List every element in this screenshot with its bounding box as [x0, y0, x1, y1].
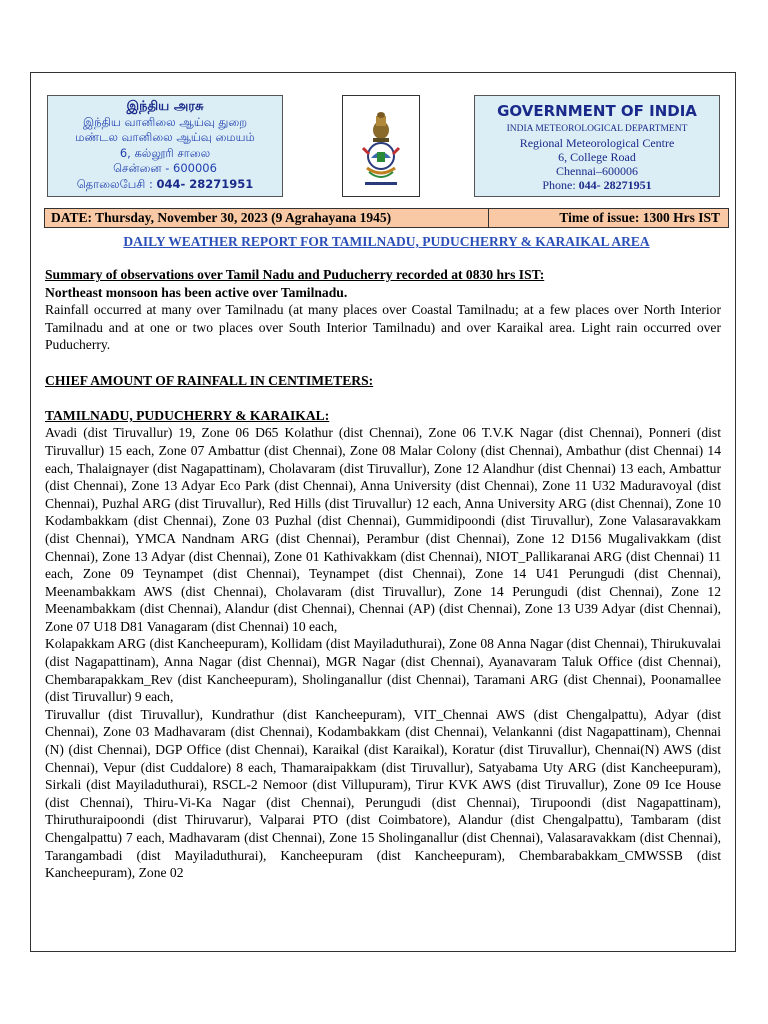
report-date: DATE: Thursday, November 30, 2023 (9 Agrahayana 1945) [51, 210, 392, 225]
address: 6, College Road [558, 150, 636, 164]
issue-time: Time of issue: 1300 Hrs IST [559, 210, 720, 225]
date-bar [44, 208, 729, 228]
chief-rainfall-heading: CHIEF AMOUNT OF RAINFALL IN CENTIMETERS: [45, 372, 374, 388]
date-bar-divider [488, 209, 489, 227]
tamil-city: சென்னை - 600006 [113, 161, 217, 175]
phone-number: 044- 28271951 [578, 178, 652, 192]
monsoon-status: Northeast monsoon has been active over Tamilnadu. [45, 284, 348, 300]
english-header-box [474, 95, 720, 197]
rainfall-summary: Rainfall occurred at many over Tamilnadu (at many places over Coastal Tamilnadu; at a few places over North Interior Tamilnadu and at one or two places over South Interior Tamilnadu) and over Karaikal area. Light rain occurred over Puducherry. [45, 302, 721, 353]
dept-name: INDIA METEOROLOGICAL DEPARTMENT [506, 124, 688, 134]
tamil-phone-label: தொலைபேசி : [76, 176, 153, 191]
tamil-header-box [47, 95, 283, 197]
rainfall-paragraph: Avadi (dist Tiruvallur) 19, Zone 06 D65 Kolathur (dist Chennai), Zone 06 T.V.K Nagar (dist Chennai), Ponneri (dist Tiruvallur) 15 each, Zone 07 Ambattur (dist Chennai), Zone 08 Malar Colony (dist Chennai), Ambathur (dist Chennai) 14 each, Thalaignayer (dist Nagapattinam), Cholavaram (dist Tiruvallur), Zone 12 Alandhur (dist Chennai) 13 each, Ambattur (dist Chennai), Zone 13 Adyar Eco Park (dist Chennai), Anna University (dist Chennai), Zone 11 U32 Maduravoyal (dist Chennai), Puzhal ARG (dist Tiruvallur), Red Hills (dist Tiruvallur) 12 each, Anna University ARG (dist Chennai), Zone 10 Kodambakkam (dist Chennai), Zone 03 Puzhal (dist Chennai), Gummidipoondi (dist Tiruvallur), Zone Valasaravakkam (dist Chennai), YMCA Nandnam ARG (dist Chennai), Perambur (dist Chennai), Zone 12 D156 Mugalivakkam (dist Chennai), Zone 13 Adyar (dist Chennai), Zone 01 Kathivakkam (dist Chennai), NIOT_Pallikaranai ARG (dist Chennai) 11 each, Zone 09 Teynampet (dist Chennai), Teynampet (dist Chennai), Zone 14 U41 Perungudi (dist Chennai), Meenambakkam AWS (dist Chennai), Cholavaram (dist Tiruvallur), Zone 14 Perungudi (dist Chennai), Zone 12 Meenambakkam (dist Chennai), Alandur (dist Chennai), Chennai (AP) (dist Chennai), Zone 13 U39 Adyar (dist Chennai), Zone 07 U18 D81 Vanagaram (dist Chennai) 10 each, [45, 425, 721, 634]
region-heading: TAMILNADU, PUDUCHERRY & KARAIKAL: [45, 407, 330, 423]
tamil-centre-name: மண்டல வானிலை ஆய்வு மையம் [75, 130, 255, 144]
report-title: DAILY WEATHER REPORT FOR TAMILNADU, PUDUCHERRY & KARAIKAL AREA [123, 234, 650, 249]
state-emblem-icon [343, 96, 419, 196]
city: Chennai–600006 [556, 164, 638, 178]
summary-heading: Summary of observations over Tamil Nadu and Puducherry recorded at 0830 hrs IST: [45, 267, 545, 282]
tamil-phone-number: 044- 28271951 [156, 176, 254, 191]
govt-title: GOVERNMENT OF INDIA [497, 102, 697, 120]
tamil-govt-title: இந்திய அரசு [126, 99, 204, 114]
tamil-dept-name: இந்திய வானிலை ஆய்வு துறை [82, 114, 248, 129]
phone-line [475, 178, 719, 192]
centre-name: Regional Meteorological Centre [519, 136, 675, 150]
emblem-box [342, 95, 420, 197]
report-body [45, 266, 721, 882]
tamil-phone-line [48, 177, 282, 193]
tamil-address: 6, கல்லூரி சாலை [119, 145, 211, 160]
phone-label: Phone: [542, 178, 576, 192]
rainfall-paragraph: Tiruvallur (dist Tiruvallur), Kundrathur (dist Kancheepuram), VIT_Chennai AWS (dist Chengalpattu), Adyar (dist Chennai), Zone 03 Madhavaram (dist Chennai), Kodambakkam (dist Chennai), Velankanni (dist Nagapattinam), Chennai (N) (dist Chennai), DGP Office (dist Chennai), Karaikal (dist Karaikal), Koratur (dist Tiruvallur), Chennai(N) AWS (dist Chennai), Vepur (dist Cuddalore) 8 each, Thamaraipakkam (dist Tiruvallur), Satyabama Uty ARG (dist Kancheepuram), Sirkali (dist Mayiladuthurai), RSCL-2 Nemoor (dist Villupuram), Tirur KVK AWS (dist Tiruvallur), Zone 09 Ice House (dist Chennai), Thiru-Vi-Ka Nagar (dist Chennai), Perungudi (dist Chennai), Tirupoondi (dist Nagapattinam), Thiruthuraipoondi (dist Thiruvarur), Valparai PTO (dist Coimbatore), Alandur (dist Chengalpattu), Tambaram (dist Chengalpattu) 7 each, Madhavaram (dist Chennai), Zone 15 Sholinganallur (dist Chennai), Valasaravakkam (dist Chennai), Tarangambadi (dist Mayiladuthurai), Kancheepuram (dist Kancheepuram), Chembarabakkam_CMWSSB (dist Kancheepuram), Zone 02 [45, 706, 721, 881]
rainfall-paragraph: Kolapakkam ARG (dist Kancheepuram), Kollidam (dist Mayiladuthurai), Zone 08 Anna Nagar (dist Chennai), Thirukuvalai (dist Nagapattinam), Anna Nagar (dist Chennai), MGR Nagar (dist Chennai), Ayanavaram Taluk Office (dist Chennai), Chembarapakkam_Rev (dist Kancheepuram), Sholinganallur (dist Chennai), Taramani ARG (dist Chennai), Poonamallee (dist Tiruvallur) 9 each, [45, 636, 721, 705]
